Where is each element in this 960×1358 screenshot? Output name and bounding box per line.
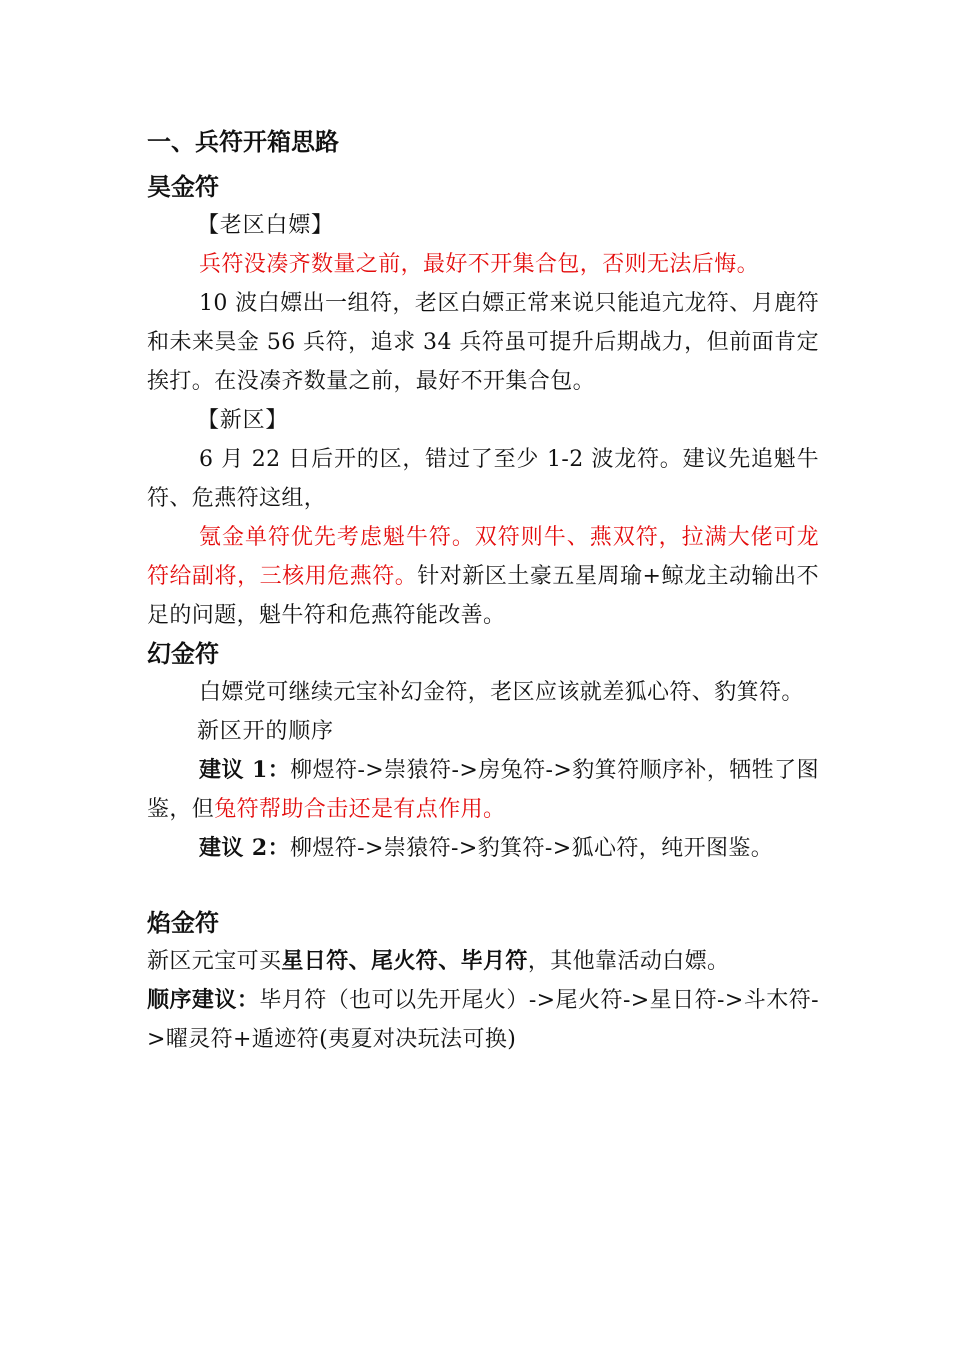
yanjin-line-1 [147, 942, 819, 981]
yanjin-line-1-a: 新区元宝可买 [147, 949, 282, 974]
suggestion-1-body: 柳煜符->崇猿符->房兔符->豹箕符顺序补，牺牲了图鉴，但 [147, 758, 819, 822]
suggestion-2-body: 柳煜符->崇猿符->豹箕符->狐心符，纯开图鉴。 [289, 836, 774, 861]
yanjin-order [147, 981, 819, 1059]
document-content [147, 122, 819, 1059]
heading-yanjin: 焰金符 [147, 909, 219, 937]
heading-huanjin: 幻金符 [147, 640, 219, 668]
section-title: 一、兵符开箱思路 [147, 128, 339, 156]
new-server-advice [147, 518, 819, 635]
label-old-server: 【老区白嫖】 [197, 213, 334, 238]
yanjin-order-label: 顺序建议： [147, 987, 260, 1013]
spacer [147, 868, 819, 904]
label-new-server: 【新区】 [197, 408, 289, 433]
suggestion-1-label: 建议 1： [199, 757, 291, 783]
huanjin-order-label: 新区开的顺序 [197, 719, 334, 744]
new-server-advice-red: 氪金单符优先考虑魁牛符。双符则牛、燕双符，拉满大佬可龙符给副将，三核用危燕符。 [147, 525, 819, 589]
huanjin-suggestion-1 [147, 751, 819, 829]
old-server-warning: 兵符没凑齐数量之前，最好不开集合包，否则无法后悔。 [199, 252, 760, 277]
yanjin-order-body: 毕月符（也可以先开尾火）->尾火符->星日符->斗木符->曜灵符+遁迹符(夷夏对决玩法可换) [147, 988, 819, 1052]
huanjin-suggestion-2 [147, 829, 819, 868]
heading-haojin: 昊金符 [147, 173, 219, 201]
yanjin-line-1-c: ，其他靠活动白嫖。 [527, 949, 730, 974]
suggestion-2-label: 建议 2： [199, 835, 290, 861]
new-server-advice-tail: 针对新区土豪五星周瑜+鲸龙主动输出不足的问题，魁牛符和危燕符能改善。 [147, 564, 819, 628]
suggestion-1-red: 兔符帮助合击还是有点作用。 [214, 797, 506, 822]
new-server-body: 6 月 22 日后开的区，错过了至少 1-2 波龙符。建议先追魁牛符、危燕符这组， [147, 447, 819, 511]
old-server-body: 10 波白嫖出一组符，老区白嫖正常来说只能追亢龙符、月鹿符和未来昊金 56 兵符，追求 34 兵符虽可提升后期战力，但前面肯定挨打。在没凑齐数量之前，最好不开集合包。 [147, 291, 819, 394]
huanjin-body: 白嫖党可继续元宝补幻金符，老区应该就差狐心符、豹箕符。 [199, 680, 804, 705]
yanjin-line-1-b: 星日符、尾火符、毕月符 [281, 948, 528, 974]
